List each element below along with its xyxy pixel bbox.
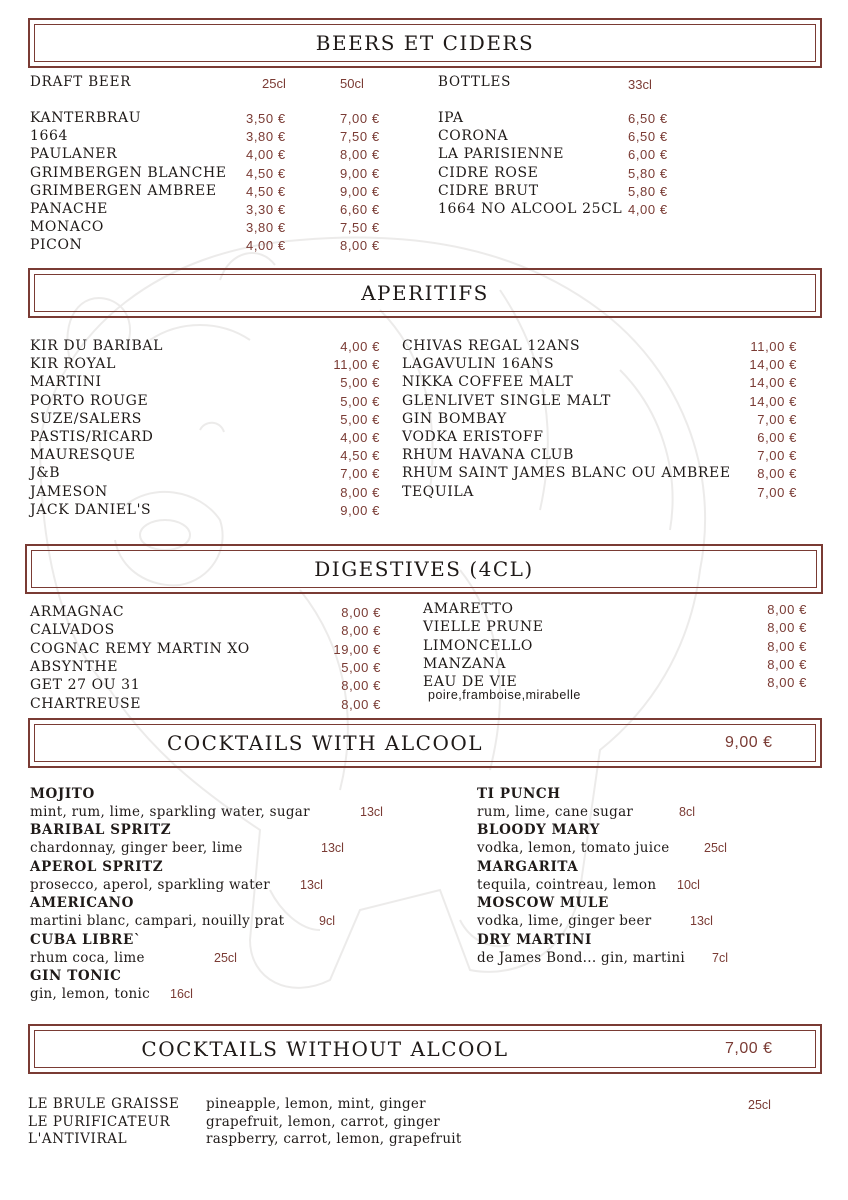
digestive-price: 8,00 € bbox=[767, 656, 807, 672]
cocktail-volume: 25cl bbox=[704, 841, 727, 856]
cocktails-alcool-title: COCKTAILS WITH ALCOOL bbox=[166, 731, 484, 755]
aperitif-price: 7,00 € bbox=[340, 466, 380, 482]
draft-price-25cl: 3,80 € bbox=[246, 220, 286, 236]
draft-price-25cl: 4,00 € bbox=[246, 147, 286, 163]
draft-price-25cl: 4,50 € bbox=[246, 165, 286, 181]
draft-price-50cl: 6,60 € bbox=[340, 202, 380, 217]
aperitif-price: 14,00 € bbox=[749, 393, 797, 409]
digestive-price: 5,00 € bbox=[341, 659, 381, 675]
digestive-price: 8,00 € bbox=[767, 675, 807, 691]
digestives-header bbox=[25, 544, 823, 594]
digestive-price: 8,00 € bbox=[767, 602, 807, 617]
bottle-name: 1664 NO ALCOOL 25CL bbox=[438, 201, 623, 217]
aperitif-price: 4,00 € bbox=[340, 430, 380, 445]
cocktails-alcool-price: 9,00 € bbox=[725, 734, 773, 751]
cocktail-volume: 10cl bbox=[677, 877, 700, 892]
bottles-size: 33cl bbox=[628, 77, 652, 92]
aperitif-name: MARTINI bbox=[30, 374, 102, 391]
draft-beer-name: 1664 bbox=[30, 128, 69, 145]
cocktail-ingredients: prosecco, aperol, sparkling water bbox=[30, 876, 271, 893]
aperitif-price: 5,00 € bbox=[340, 375, 380, 391]
cocktail-ingredients: tequila, cointreau, lemon bbox=[477, 876, 657, 893]
aperitif-name: RHUM HAVANA CLUB bbox=[402, 447, 574, 464]
cocktail-name: BLOODY MARY bbox=[477, 822, 600, 839]
aperitifs-header bbox=[28, 268, 822, 318]
cocktail-volume: 7cl bbox=[712, 950, 728, 965]
mocktail-ingredients: raspberry, carrot, lemon, grapefruit bbox=[206, 1131, 462, 1147]
draft-price-50cl: 8,00 € bbox=[340, 238, 380, 254]
aperitif-price: 14,00 € bbox=[749, 357, 797, 373]
bottle-name: CORONA bbox=[438, 128, 509, 145]
digestive-name: CHARTREUSE bbox=[30, 695, 142, 712]
aperitif-name: GLENLIVET SINGLE MALT bbox=[402, 392, 611, 409]
cocktail-ingredients: de James Bond... gin, martini bbox=[477, 949, 685, 966]
digestive-name: LIMONCELLO bbox=[423, 637, 533, 654]
bottle-name: IPA bbox=[438, 110, 464, 126]
aperitif-name: SUZE/SALERS bbox=[30, 410, 143, 427]
digestive-price: 19,00 € bbox=[333, 641, 381, 657]
aperitif-name: KIR ROYAL bbox=[30, 356, 116, 373]
cocktail-name: MOSCOW MULE bbox=[477, 895, 609, 912]
bottle-price: 6,00 € bbox=[628, 147, 668, 163]
bottles-heading: BOTTLES bbox=[438, 74, 512, 90]
mocktail-name: LE BRULE GRAISSE bbox=[28, 1096, 180, 1112]
cocktail-ingredients: rhum coca, lime bbox=[30, 949, 145, 966]
bottle-price: 6,50 € bbox=[628, 129, 668, 145]
cocktail-ingredients: mint, rum, lime, sparkling water, sugar bbox=[30, 804, 310, 820]
digestive-price: 8,00 € bbox=[767, 620, 807, 636]
cocktail-ingredients: rum, lime, cane sugar bbox=[477, 804, 634, 820]
digestive-price: 8,00 € bbox=[341, 696, 381, 712]
cocktail-name: MARGARITA bbox=[477, 858, 579, 875]
aperitif-price: 7,00 € bbox=[757, 484, 797, 500]
draft-beer-name: MONACO bbox=[30, 219, 104, 236]
draft-size-large: 50cl bbox=[340, 76, 364, 91]
cocktail-volume: 9cl bbox=[319, 914, 335, 929]
aperitifs-title: APERITIFS bbox=[361, 281, 489, 305]
draft-price-50cl: 8,00 € bbox=[340, 147, 380, 163]
draft-price-25cl: 4,00 € bbox=[246, 238, 286, 254]
cocktail-ingredients: vodka, lemon, tomato juice bbox=[477, 840, 670, 857]
aperitif-price: 9,00 € bbox=[340, 502, 380, 518]
aperitif-name: LAGAVULIN 16ANS bbox=[402, 356, 555, 373]
digestive-price: 8,00 € bbox=[767, 638, 807, 654]
mocktail-name: L'ANTIVIRAL bbox=[28, 1131, 128, 1147]
cocktails-sans-volume: 25cl bbox=[748, 1098, 771, 1112]
aperitif-name: J&B bbox=[30, 465, 61, 482]
digestive-name: MANZANA bbox=[423, 655, 507, 672]
bottle-price: 4,00 € bbox=[628, 202, 668, 217]
aperitif-name: MAURESQUE bbox=[30, 447, 136, 464]
cocktail-name: AMERICANO bbox=[30, 895, 134, 912]
bottle-name: CIDRE ROSE bbox=[438, 164, 539, 181]
cocktails-sans-title: COCKTAILS WITHOUT ALCOOL bbox=[141, 1037, 509, 1061]
aperitif-name: PORTO ROUGE bbox=[30, 392, 149, 409]
aperitif-name: RHUM SAINT JAMES BLANC OU AMBREE bbox=[402, 465, 731, 482]
draft-price-50cl: 7,50 € bbox=[340, 129, 380, 145]
aperitif-price: 7,00 € bbox=[757, 448, 797, 464]
aperitif-name: TEQUILA bbox=[402, 483, 474, 500]
mocktail-ingredients: pineapple, lemon, mint, ginger bbox=[206, 1096, 426, 1112]
aperitif-name: VODKA ERISTOFF bbox=[402, 429, 544, 445]
cocktail-name: BARIBAL SPRITZ bbox=[30, 822, 172, 839]
draft-beer-name: GRIMBERGEN AMBREE bbox=[30, 182, 217, 199]
aperitif-name: GIN BOMBAY bbox=[402, 410, 507, 427]
aperitif-price: 8,00 € bbox=[340, 484, 380, 500]
cocktails-alcool-header bbox=[28, 718, 822, 768]
cocktail-name: DRY MARTINI bbox=[477, 931, 592, 948]
draft-beer-heading: DRAFT BEER bbox=[30, 74, 132, 90]
bottle-name: LA PARISIENNE bbox=[438, 146, 565, 163]
cocktail-volume: 13cl bbox=[321, 841, 344, 856]
digestive-price: 8,00 € bbox=[341, 605, 381, 620]
draft-price-25cl: 3,30 € bbox=[246, 202, 286, 217]
digestive-price: 8,00 € bbox=[341, 623, 381, 639]
beers-title: BEERS ET CIDERS bbox=[315, 31, 535, 55]
bottle-price: 5,80 € bbox=[628, 183, 668, 199]
mocktail-name: LE PURIFICATEUR bbox=[28, 1113, 171, 1130]
digestive-name: AMARETTO bbox=[423, 601, 514, 617]
draft-price-25cl: 4,50 € bbox=[246, 183, 286, 199]
draft-price-50cl: 7,50 € bbox=[340, 220, 380, 236]
eau-de-vie-note: poire,framboise,mirabelle bbox=[428, 688, 581, 702]
digestive-name: CALVADOS bbox=[30, 622, 115, 639]
draft-beer-name: PICON bbox=[30, 237, 83, 254]
draft-beer-name: PAULANER bbox=[30, 146, 118, 163]
cocktail-ingredients: gin, lemon, tonic bbox=[30, 986, 150, 1002]
digestive-name: VIELLE PRUNE bbox=[423, 619, 544, 636]
cocktails-sans-price: 7,00 € bbox=[725, 1040, 773, 1057]
digestives-title: DIGESTIVES (4CL) bbox=[314, 557, 534, 581]
draft-size-small: 25cl bbox=[262, 76, 286, 91]
draft-price-50cl: 7,00 € bbox=[340, 111, 380, 126]
aperitif-name: KIR DU BARIBAL bbox=[30, 338, 164, 354]
draft-beer-name: KANTERBRAU bbox=[30, 110, 142, 126]
bottle-price: 5,80 € bbox=[628, 165, 668, 181]
draft-price-25cl: 3,50 € bbox=[246, 111, 286, 126]
aperitif-price: 5,00 € bbox=[340, 411, 380, 427]
aperitif-name: CHIVAS REGAL 12ANS bbox=[402, 338, 581, 354]
mocktail-ingredients: grapefruit, lemon, carrot, ginger bbox=[206, 1113, 441, 1130]
beers-header bbox=[28, 18, 822, 68]
cocktail-name: APEROL SPRITZ bbox=[30, 858, 164, 875]
aperitif-name: JACK DANIEL'S bbox=[30, 501, 152, 518]
cocktail-ingredients: chardonnay, ginger beer, lime bbox=[30, 840, 243, 857]
cocktail-name: TI PUNCH bbox=[477, 786, 561, 802]
aperitif-price: 11,00 € bbox=[750, 339, 797, 354]
aperitif-name: PASTIS/RICARD bbox=[30, 429, 154, 445]
aperitif-name: JAMESON bbox=[30, 483, 108, 500]
aperitif-name: NIKKA COFFEE MALT bbox=[402, 374, 574, 391]
draft-price-50cl: 9,00 € bbox=[340, 165, 380, 181]
digestive-name: ABSYNTHE bbox=[30, 658, 119, 675]
digestive-name: GET 27 OU 31 bbox=[30, 677, 141, 694]
aperitif-price: 4,00 € bbox=[340, 339, 380, 354]
cocktail-volume: 13cl bbox=[360, 805, 383, 819]
digestive-name: EAU DE VIE bbox=[423, 674, 518, 691]
cocktail-name: CUBA LIBRE` bbox=[30, 931, 142, 948]
cocktail-volume: 13cl bbox=[300, 877, 323, 892]
cocktails-sans-header bbox=[28, 1024, 822, 1074]
digestive-name: COGNAC REMY MARTIN XO bbox=[30, 640, 250, 657]
aperitif-price: 11,00 € bbox=[333, 357, 380, 373]
bottle-price: 6,50 € bbox=[628, 111, 668, 126]
bottle-name: CIDRE BRUT bbox=[438, 182, 539, 199]
draft-beer-name: PANACHE bbox=[30, 201, 108, 217]
digestive-name: ARMAGNAC bbox=[30, 604, 125, 620]
cocktail-name: GIN TONIC bbox=[30, 968, 122, 984]
cocktail-ingredients: martini blanc, campari, nouilly prat bbox=[30, 913, 285, 930]
aperitif-price: 4,50 € bbox=[340, 448, 380, 464]
aperitif-price: 14,00 € bbox=[749, 375, 797, 391]
cocktail-ingredients: vodka, lime, ginger beer bbox=[477, 913, 652, 930]
aperitif-price: 7,00 € bbox=[757, 411, 797, 427]
aperitif-price: 6,00 € bbox=[757, 430, 797, 445]
draft-beer-name: GRIMBERGEN BLANCHE bbox=[30, 164, 227, 181]
draft-price-25cl: 3,80 € bbox=[246, 129, 286, 145]
cocktail-volume: 25cl bbox=[214, 950, 237, 965]
digestive-price: 8,00 € bbox=[341, 678, 381, 694]
aperitif-price: 5,00 € bbox=[340, 393, 380, 409]
aperitif-price: 8,00 € bbox=[757, 466, 797, 482]
cocktail-volume: 13cl bbox=[690, 914, 713, 929]
cocktail-volume: 16cl bbox=[170, 987, 193, 1001]
cocktail-volume: 8cl bbox=[679, 805, 695, 819]
cocktail-name: MOJITO bbox=[30, 786, 95, 802]
draft-price-50cl: 9,00 € bbox=[340, 183, 380, 199]
